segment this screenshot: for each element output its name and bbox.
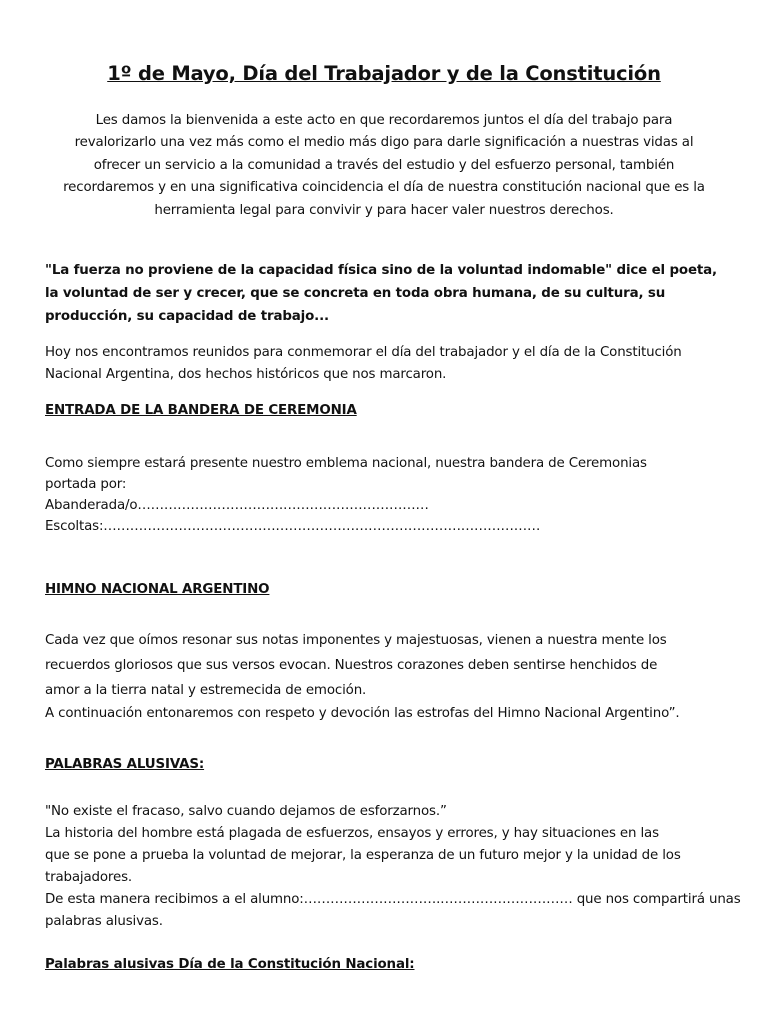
heading-anthem: HIMNO NACIONAL ARGENTINO (45, 582, 270, 597)
quote-line: "La fuerza no proviene de la capacidad física sino de la voluntad indomable" dice el poeta, (45, 263, 717, 278)
commemoration-paragraph (45, 342, 735, 385)
paragraph-line: amor a la tierra natal y estremecida de emoción. (45, 683, 367, 698)
paragraph-line: Cada vez que oímos resonar sus notas imponentes y majestuosas, vienen a nuestra mente los (45, 633, 667, 648)
paragraph-line: recuerdos gloriosos que sus versos evocan. Nuestros corazones deben sentirse henchidos de (45, 658, 658, 673)
paragraph-line: Hoy nos encontramos reunidos para conmemorar el día del trabajador y el día de la Constitución (45, 345, 682, 360)
paragraph-line: "No existe el fracaso, salvo cuando dejamos de esforzarnos.” (45, 804, 447, 819)
intro-line: revalorizarlo una vez más como el medio más digo para darle significación a nuestras vidas al (74, 135, 694, 151)
document-title: 1º de Mayo, Día del Trabajador y de la Constitución (107, 62, 661, 85)
flag-paragraph (45, 453, 735, 537)
paragraph-line: que se pone a prueba la voluntad de mejorar, la esperanza de un futuro mejor y la unidad de los (45, 848, 681, 863)
intro-line: ofrecer un servicio a la comunidad a través del estudio y del esfuerzo personal, también (93, 157, 675, 173)
student-line: De esta manera recibimos a el alumno:………………………….………………………… que nos compartirá unas (45, 892, 741, 907)
intro-line: Les damos la bienvenida a este acto en que recordaremos juntos el día del trabajo para (95, 113, 673, 128)
paragraph-line: palabras alusivas. (45, 914, 163, 929)
heading-alusive-words: PALABRAS ALUSIVAS: (45, 757, 205, 772)
heading-flag-entry: ENTRADA DE LA BANDERA DE CEREMONIA (45, 403, 357, 418)
intro-line: recordaremos y en una significativa coincidencia el día de nuestra constitución nacional que es la (63, 180, 705, 196)
intro-line: herramienta legal para convivir y para hacer valer nuestros derechos. (154, 202, 614, 218)
paragraph-line: Como siempre estará presente nuestro emblema nacional, nuestra bandera de Ceremonias (45, 456, 647, 471)
paragraph-line: A continuación entonaremos con respeto y devoción las estrofas del Himno Nacional Argentino”. (45, 706, 680, 721)
quote-line: producción, su capacidad de trabajo... (45, 309, 329, 324)
paragraph-line: portada por: (45, 477, 127, 492)
quote-line: la voluntad de ser y crecer, que se concreta en toda obra humana, de su cultura, su (45, 286, 666, 301)
quote-paragraph (45, 259, 735, 328)
anthem-paragraph (45, 628, 735, 724)
alusive-words-paragraph (45, 801, 741, 933)
escorts-line: Escoltas:……………………………………………………………………………………… (45, 519, 541, 534)
paragraph-line: Nacional Argentina, dos hechos históricos que nos marcaron. (45, 366, 447, 382)
intro-paragraph (36, 110, 732, 222)
heading-constitution: Palabras alusivas Día de la Constitución Nacional: (45, 957, 415, 972)
flag-bearer-line: Abanderada/o………………………………………………………… (45, 498, 429, 513)
paragraph-line: La historia del hombre está plagada de esfuerzos, ensayos y errores, y hay situaciones en las (45, 826, 659, 841)
paragraph-line: trabajadores. (45, 870, 133, 885)
